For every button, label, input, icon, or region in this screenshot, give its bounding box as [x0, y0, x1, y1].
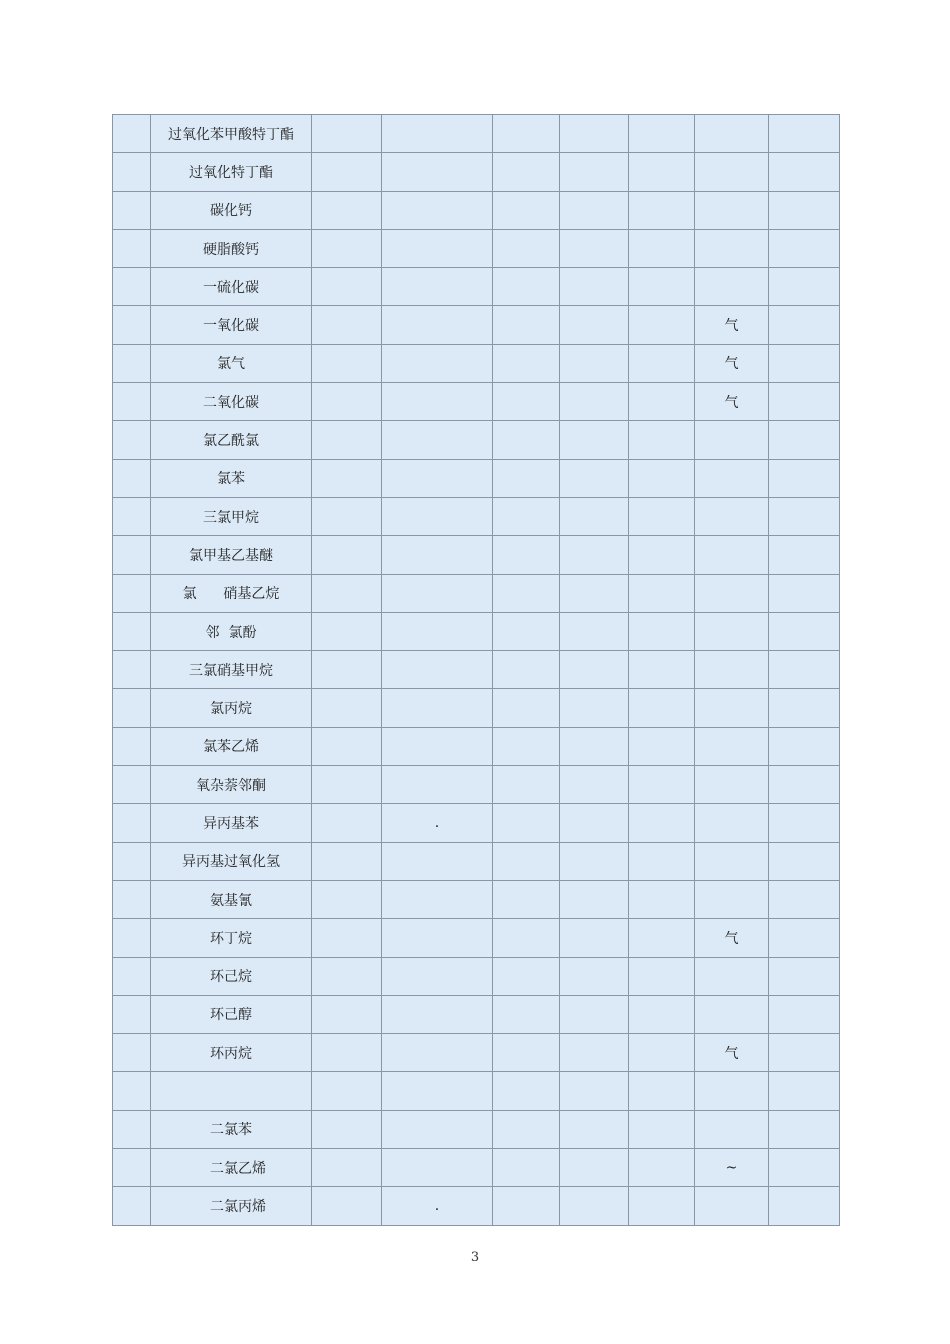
table-cell — [560, 995, 629, 1033]
table-cell — [493, 344, 560, 382]
table-row — [113, 1034, 840, 1072]
table-cell — [769, 995, 840, 1033]
table-cell — [312, 459, 382, 497]
table-row — [113, 804, 840, 842]
chemical-name-cell: 一氧化碳 — [151, 306, 312, 344]
table-cell — [769, 153, 840, 191]
chemical-name-cell: 过氧化苯甲酸特丁酯 — [151, 115, 312, 153]
chemical-name-cell: 氯苯 — [151, 459, 312, 497]
table-cell — [493, 459, 560, 497]
table-cell — [629, 1149, 695, 1187]
table-cell — [493, 1072, 560, 1110]
table-cell — [113, 1034, 151, 1072]
table-cell — [629, 880, 695, 918]
table-cell — [769, 612, 840, 650]
table-cell — [312, 1072, 382, 1110]
table-cell — [312, 153, 382, 191]
chemical-name-cell: 三氯甲烷 — [151, 497, 312, 535]
table-row — [113, 268, 840, 306]
table-cell — [493, 536, 560, 574]
table-cell — [493, 191, 560, 229]
chemical-name-cell: 硬脂酸钙 — [151, 229, 312, 267]
table-cell — [312, 842, 382, 880]
table-cell — [769, 229, 840, 267]
table-cell — [629, 153, 695, 191]
table-cell — [113, 383, 151, 421]
table-cell — [629, 497, 695, 535]
state-cell — [695, 651, 769, 689]
table-cell — [113, 1110, 151, 1148]
table-cell — [113, 727, 151, 765]
table-cell — [493, 1187, 560, 1225]
table-row — [113, 651, 840, 689]
table-cell — [312, 689, 382, 727]
table-row — [113, 191, 840, 229]
table-cell — [560, 766, 629, 804]
table-cell — [560, 459, 629, 497]
table-cell — [312, 804, 382, 842]
table-cell — [560, 612, 629, 650]
table-cell — [312, 995, 382, 1033]
table-cell — [382, 383, 493, 421]
table-cell — [312, 651, 382, 689]
table-cell — [312, 612, 382, 650]
chemical-name-cell: 碳化钙 — [151, 191, 312, 229]
state-cell: 气 — [695, 1034, 769, 1072]
table-cell — [769, 1034, 840, 1072]
state-cell — [695, 574, 769, 612]
table-cell — [382, 727, 493, 765]
table-cell — [560, 497, 629, 535]
table-cell — [113, 115, 151, 153]
table-cell — [560, 383, 629, 421]
table-cell — [629, 229, 695, 267]
table-cell — [769, 651, 840, 689]
state-cell — [695, 115, 769, 153]
state-cell: 气 — [695, 344, 769, 382]
table-cell — [113, 1149, 151, 1187]
table-cell — [113, 995, 151, 1033]
table-cell — [312, 766, 382, 804]
table-cell — [769, 115, 840, 153]
table-cell — [629, 1034, 695, 1072]
table-cell — [382, 344, 493, 382]
table-cell — [769, 766, 840, 804]
table-cell — [382, 1149, 493, 1187]
table-row — [113, 574, 840, 612]
table-row — [113, 612, 840, 650]
table-cell — [382, 421, 493, 459]
table-cell — [629, 459, 695, 497]
table-cell — [493, 497, 560, 535]
table-cell — [312, 919, 382, 957]
table-cell — [629, 574, 695, 612]
table-row — [113, 229, 840, 267]
table-row — [113, 727, 840, 765]
table-cell — [382, 766, 493, 804]
table-cell — [629, 842, 695, 880]
table-cell — [769, 306, 840, 344]
state-cell — [695, 612, 769, 650]
table-cell — [629, 651, 695, 689]
table-cell — [312, 344, 382, 382]
table-cell — [769, 497, 840, 535]
table-cell — [629, 383, 695, 421]
table-row — [113, 344, 840, 382]
table-cell — [560, 574, 629, 612]
table-cell — [382, 191, 493, 229]
table-cell — [769, 919, 840, 957]
table-cell — [493, 574, 560, 612]
table-cell — [769, 191, 840, 229]
table-cell — [113, 268, 151, 306]
table-cell — [113, 804, 151, 842]
table-cell — [113, 497, 151, 535]
state-cell — [695, 536, 769, 574]
table-cell — [493, 919, 560, 957]
table-cell — [629, 421, 695, 459]
page-number: 3 — [470, 1250, 480, 1265]
state-cell — [695, 995, 769, 1033]
table-cell — [560, 804, 629, 842]
table-cell — [382, 995, 493, 1033]
table-cell — [769, 383, 840, 421]
table-cell — [312, 383, 382, 421]
state-cell — [695, 191, 769, 229]
table-cell — [629, 344, 695, 382]
table-cell — [382, 115, 493, 153]
table-cell — [560, 957, 629, 995]
table-cell — [312, 1110, 382, 1148]
state-cell: 气 — [695, 919, 769, 957]
table-cell — [113, 344, 151, 382]
table-row — [113, 842, 840, 880]
table-cell — [769, 1187, 840, 1225]
table-cell — [629, 766, 695, 804]
chemical-name-cell: 三氯硝基甲烷 — [151, 651, 312, 689]
table-cell — [493, 689, 560, 727]
table-cell — [560, 1187, 629, 1225]
chemical-name-cell: 二氯乙烯 — [151, 1149, 312, 1187]
chemical-name-cell: 氧杂萘邻酮 — [151, 766, 312, 804]
state-cell — [695, 459, 769, 497]
table-cell — [382, 536, 493, 574]
table-row — [113, 766, 840, 804]
table-cell — [560, 344, 629, 382]
table-cell — [769, 689, 840, 727]
table-row — [113, 536, 840, 574]
table-cell — [113, 574, 151, 612]
chemical-name-cell: 环丙烷 — [151, 1034, 312, 1072]
table-cell — [769, 842, 840, 880]
table-cell — [493, 612, 560, 650]
table-cell: . — [382, 804, 493, 842]
table-cell — [493, 727, 560, 765]
state-cell — [695, 1187, 769, 1225]
state-cell — [695, 689, 769, 727]
table-cell — [113, 306, 151, 344]
table-cell — [629, 536, 695, 574]
table-cell — [493, 153, 560, 191]
table-cell — [629, 1072, 695, 1110]
table-cell — [629, 268, 695, 306]
table-cell — [113, 612, 151, 650]
table-cell — [312, 536, 382, 574]
state-cell — [695, 842, 769, 880]
table-cell — [560, 919, 629, 957]
table-cell — [560, 651, 629, 689]
table-cell — [382, 574, 493, 612]
table-row — [113, 995, 840, 1033]
table-cell — [493, 229, 560, 267]
table-cell — [493, 1110, 560, 1148]
table-cell — [382, 689, 493, 727]
table-cell — [493, 995, 560, 1033]
table-cell — [113, 421, 151, 459]
table-cell — [382, 1034, 493, 1072]
chemical-name-cell — [151, 1072, 312, 1110]
table-cell — [382, 842, 493, 880]
table-row — [113, 1149, 840, 1187]
table-row — [113, 1072, 840, 1110]
table-cell — [382, 229, 493, 267]
table-cell — [312, 191, 382, 229]
table-cell — [382, 651, 493, 689]
chemical-name-cell: 氯甲基乙基醚 — [151, 536, 312, 574]
chemical-name-cell: 二氧化碳 — [151, 383, 312, 421]
table-cell — [769, 574, 840, 612]
table-cell — [312, 306, 382, 344]
table-cell — [493, 1149, 560, 1187]
state-cell — [695, 766, 769, 804]
table-cell — [769, 421, 840, 459]
table-cell — [312, 880, 382, 918]
table-cell — [113, 880, 151, 918]
state-cell — [695, 880, 769, 918]
table-cell — [769, 344, 840, 382]
table-cell — [113, 957, 151, 995]
table-cell — [113, 651, 151, 689]
state-cell — [695, 1110, 769, 1148]
chemical-name-cell: 邻 氯酚 — [151, 612, 312, 650]
table-cell — [560, 1072, 629, 1110]
table-row — [113, 1187, 840, 1225]
table-row — [113, 153, 840, 191]
chemical-name-cell: 一硫化碳 — [151, 268, 312, 306]
state-cell — [695, 804, 769, 842]
table-cell — [560, 421, 629, 459]
chemical-table-grid — [112, 114, 840, 1226]
table-cell — [769, 536, 840, 574]
table-cell — [769, 727, 840, 765]
table-cell — [769, 459, 840, 497]
chemical-table — [112, 114, 839, 1226]
state-cell — [695, 1072, 769, 1110]
table-cell — [629, 727, 695, 765]
chemical-name-cell: 氯苯乙烯 — [151, 727, 312, 765]
state-cell — [695, 497, 769, 535]
table-cell — [629, 306, 695, 344]
table-cell — [382, 497, 493, 535]
table-cell — [629, 191, 695, 229]
table-cell — [769, 1072, 840, 1110]
table-cell — [560, 1110, 629, 1148]
table-cell — [629, 957, 695, 995]
table-cell — [312, 1187, 382, 1225]
table-cell — [560, 1034, 629, 1072]
state-cell — [695, 421, 769, 459]
table-cell — [312, 497, 382, 535]
chemical-name-cell: 氨基氰 — [151, 880, 312, 918]
chemical-name-cell: 氯 硝基乙烷 — [151, 574, 312, 612]
table-cell — [769, 880, 840, 918]
chemical-name-cell: 环丁烷 — [151, 919, 312, 957]
table-row — [113, 459, 840, 497]
table-cell — [560, 689, 629, 727]
table-cell — [493, 957, 560, 995]
table-cell — [493, 651, 560, 689]
table-cell — [113, 153, 151, 191]
table-cell — [629, 995, 695, 1033]
table-cell — [560, 191, 629, 229]
table-cell — [113, 1072, 151, 1110]
table-cell — [493, 1034, 560, 1072]
table-row — [113, 497, 840, 535]
table-cell — [769, 804, 840, 842]
table-cell — [382, 612, 493, 650]
table-cell — [312, 229, 382, 267]
table-cell — [382, 957, 493, 995]
table-cell — [113, 919, 151, 957]
table-cell — [769, 957, 840, 995]
table-cell — [493, 421, 560, 459]
table-row — [113, 1110, 840, 1148]
state-cell: 气 — [695, 383, 769, 421]
table-cell — [382, 919, 493, 957]
table-row — [113, 383, 840, 421]
table-cell — [769, 1110, 840, 1148]
table-cell — [493, 383, 560, 421]
chemical-name-cell: 氯乙酰氯 — [151, 421, 312, 459]
table-cell — [113, 459, 151, 497]
table-cell — [560, 842, 629, 880]
table-cell — [382, 306, 493, 344]
chemical-name-cell: 二氯丙烯 — [151, 1187, 312, 1225]
table-cell — [113, 229, 151, 267]
table-cell — [629, 919, 695, 957]
table-cell — [382, 459, 493, 497]
table-cell — [560, 727, 629, 765]
table-cell — [493, 115, 560, 153]
table-cell — [560, 229, 629, 267]
table-cell — [312, 957, 382, 995]
table-cell — [312, 574, 382, 612]
table-cell — [493, 842, 560, 880]
table-cell — [312, 727, 382, 765]
table-cell — [629, 1110, 695, 1148]
table-cell — [113, 1187, 151, 1225]
state-cell — [695, 727, 769, 765]
table-row — [113, 880, 840, 918]
table-cell — [113, 766, 151, 804]
state-cell — [695, 957, 769, 995]
state-cell: ~ — [695, 1149, 769, 1187]
table-cell — [113, 842, 151, 880]
table-cell — [493, 880, 560, 918]
table-cell — [629, 689, 695, 727]
chemical-name-cell: 环己醇 — [151, 995, 312, 1033]
table-cell — [560, 153, 629, 191]
table-cell — [113, 191, 151, 229]
table-cell — [382, 268, 493, 306]
table-row — [113, 421, 840, 459]
table-cell — [312, 421, 382, 459]
chemical-name-cell: 异丙基过氧化氢 — [151, 842, 312, 880]
chemical-name-cell: 二氯苯 — [151, 1110, 312, 1148]
chemical-name-cell: 环己烷 — [151, 957, 312, 995]
table-cell — [493, 306, 560, 344]
table-cell — [560, 268, 629, 306]
state-cell — [695, 229, 769, 267]
table-row — [113, 115, 840, 153]
table-cell — [312, 115, 382, 153]
table-cell — [382, 1072, 493, 1110]
table-cell — [493, 804, 560, 842]
table-row — [113, 689, 840, 727]
table-cell — [560, 880, 629, 918]
table-cell — [113, 689, 151, 727]
table-cell — [629, 115, 695, 153]
table-cell — [629, 612, 695, 650]
table-cell — [382, 153, 493, 191]
table-cell — [312, 1034, 382, 1072]
chemical-name-cell: 氯气 — [151, 344, 312, 382]
table-cell — [312, 1149, 382, 1187]
table-row — [113, 919, 840, 957]
table-body — [113, 115, 840, 1226]
table-cell — [769, 1149, 840, 1187]
table-cell — [629, 804, 695, 842]
table-cell — [312, 268, 382, 306]
table-cell — [382, 880, 493, 918]
table-cell — [560, 1149, 629, 1187]
table-cell — [113, 536, 151, 574]
table-cell — [769, 268, 840, 306]
table-row — [113, 306, 840, 344]
table-cell — [629, 1187, 695, 1225]
table-row — [113, 957, 840, 995]
state-cell — [695, 268, 769, 306]
state-cell: 气 — [695, 306, 769, 344]
table-cell — [560, 115, 629, 153]
state-cell — [695, 153, 769, 191]
table-cell — [382, 1110, 493, 1148]
table-cell — [560, 306, 629, 344]
chemical-name-cell: 异丙基苯 — [151, 804, 312, 842]
table-cell — [493, 268, 560, 306]
table-cell: . — [382, 1187, 493, 1225]
chemical-name-cell: 氯丙烷 — [151, 689, 312, 727]
table-cell — [493, 766, 560, 804]
chemical-name-cell: 过氧化特丁酯 — [151, 153, 312, 191]
table-cell — [560, 536, 629, 574]
